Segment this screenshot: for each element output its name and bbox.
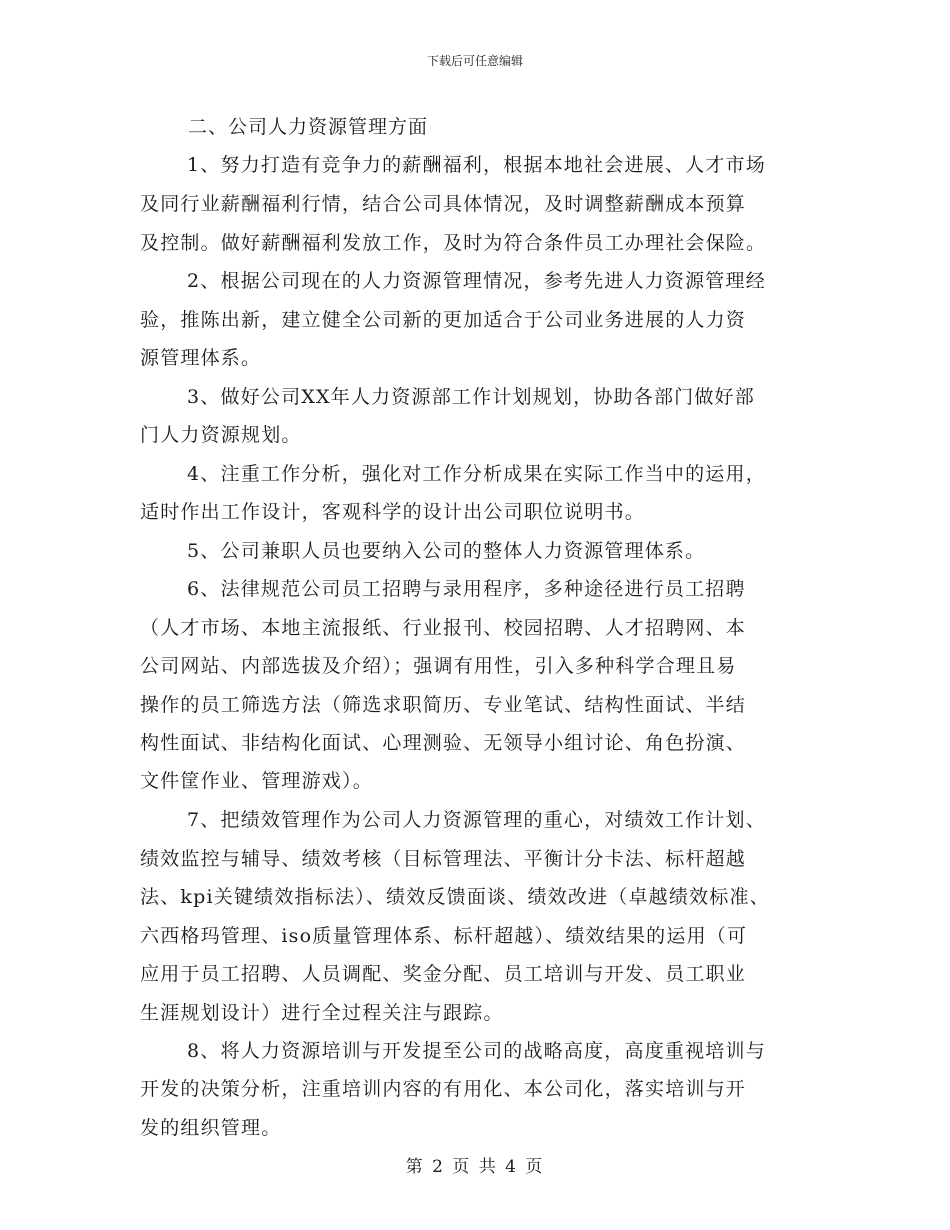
paragraph-6-line-3: 公司网站、内部选拔及介绍）；强调有用性，引入多种科学合理且易 xyxy=(140,655,737,677)
paragraph-4-line-2: 适时作出工作设计，客观科学的设计出公司职位说明书。 xyxy=(140,501,646,523)
paragraph-6-line-4: 操作的员工筛选方法（筛选求职简历、专业笔试、结构性面试、半结 xyxy=(140,694,747,716)
paragraph-8-line-1: 8、将人力资源培训与开发提至公司的战略高度，高度重视培训与 xyxy=(187,1040,766,1062)
paragraph-3-line-1: 3、做好公司XX年人力资源部工作计划规划，协助各部门做好部 xyxy=(187,386,755,408)
paragraph-2-line-1: 2、根据公司现在的人力资源管理情况，参考先进人力资源管理经 xyxy=(187,270,766,292)
page-header: 下载后可任意编辑 xyxy=(426,54,523,68)
paragraph-8-line-3: 发的组织管理。 xyxy=(140,1117,282,1139)
paragraph-7-line-2: 绩效监控与辅导、绩效考核（目标管理法、平衡计分卡法、标杆超越 xyxy=(140,848,747,870)
paragraph-1-line-1: 1、努力打造有竞争力的薪酬福利，根据本地社会进展、人才市场 xyxy=(187,154,766,176)
paragraph-7-line-5: 应用于员工招聘、人员调配、奖金分配、员工培训与开发、员工职业 xyxy=(140,963,747,985)
section-heading: 二、公司人力资源管理方面 xyxy=(188,116,429,138)
paragraph-6-line-6: 文件筐作业、管理游戏）。 xyxy=(140,770,373,792)
paragraph-6-line-1: 6、法律规范公司员工招聘与录用程序，多种途径进行员工招聘 xyxy=(187,578,746,600)
paragraph-4-line-1: 4、注重工作分析，强化对工作分析成果在实际工作当中的运用， xyxy=(187,463,766,485)
paragraph-7-line-4: 六西格玛管理、iso质量管理体系、标杆超越）、绩效结果的运用（可 xyxy=(140,925,748,947)
paragraph-5-line-1: 5、公司兼职人员也要纳入公司的整体人力资源管理体系。 xyxy=(187,540,706,562)
paragraph-7-line-6: 生涯规划设计）进行全过程关注与跟踪。 xyxy=(140,1002,504,1024)
paragraph-8-line-2: 开发的决策分析，注重培训内容的有用化、本公司化，落实培训与开 xyxy=(140,1078,747,1100)
paragraph-2-line-2: 验，推陈出新，建立健全公司新的更加适合于公司业务进展的人力资 xyxy=(140,309,747,331)
paragraph-3-line-2: 门人力资源规划。 xyxy=(140,424,302,446)
paragraph-6-line-5: 构性面试、非结构化面试、心理测验、无领导小组讨论、角色扮演、 xyxy=(140,732,747,754)
paragraph-7-line-1: 7、把绩效管理作为公司人力资源管理的重心，对绩效工作计划、 xyxy=(187,809,766,831)
paragraph-2-line-3: 源管理体系。 xyxy=(140,347,262,369)
paragraph-1-line-3: 及控制。做好薪酬福利发放工作，及时为符合条件员工办理社会保险。 xyxy=(140,232,767,254)
paragraph-7-line-3: 法、kpi关键绩效指标法）、绩效反馈面谈、绩效改进（卓越绩效标准、 xyxy=(140,886,770,908)
paragraph-6-line-2: （人才市场、本地主流报纸、行业报刊、校园招聘、人才招聘网、本 xyxy=(140,617,747,639)
page-footer: 第 2 页 共 4 页 xyxy=(405,1157,545,1177)
paragraph-1-line-2: 及同行业薪酬福利行情，结合公司具体情况，及时调整薪酬成本预算 xyxy=(140,193,747,215)
